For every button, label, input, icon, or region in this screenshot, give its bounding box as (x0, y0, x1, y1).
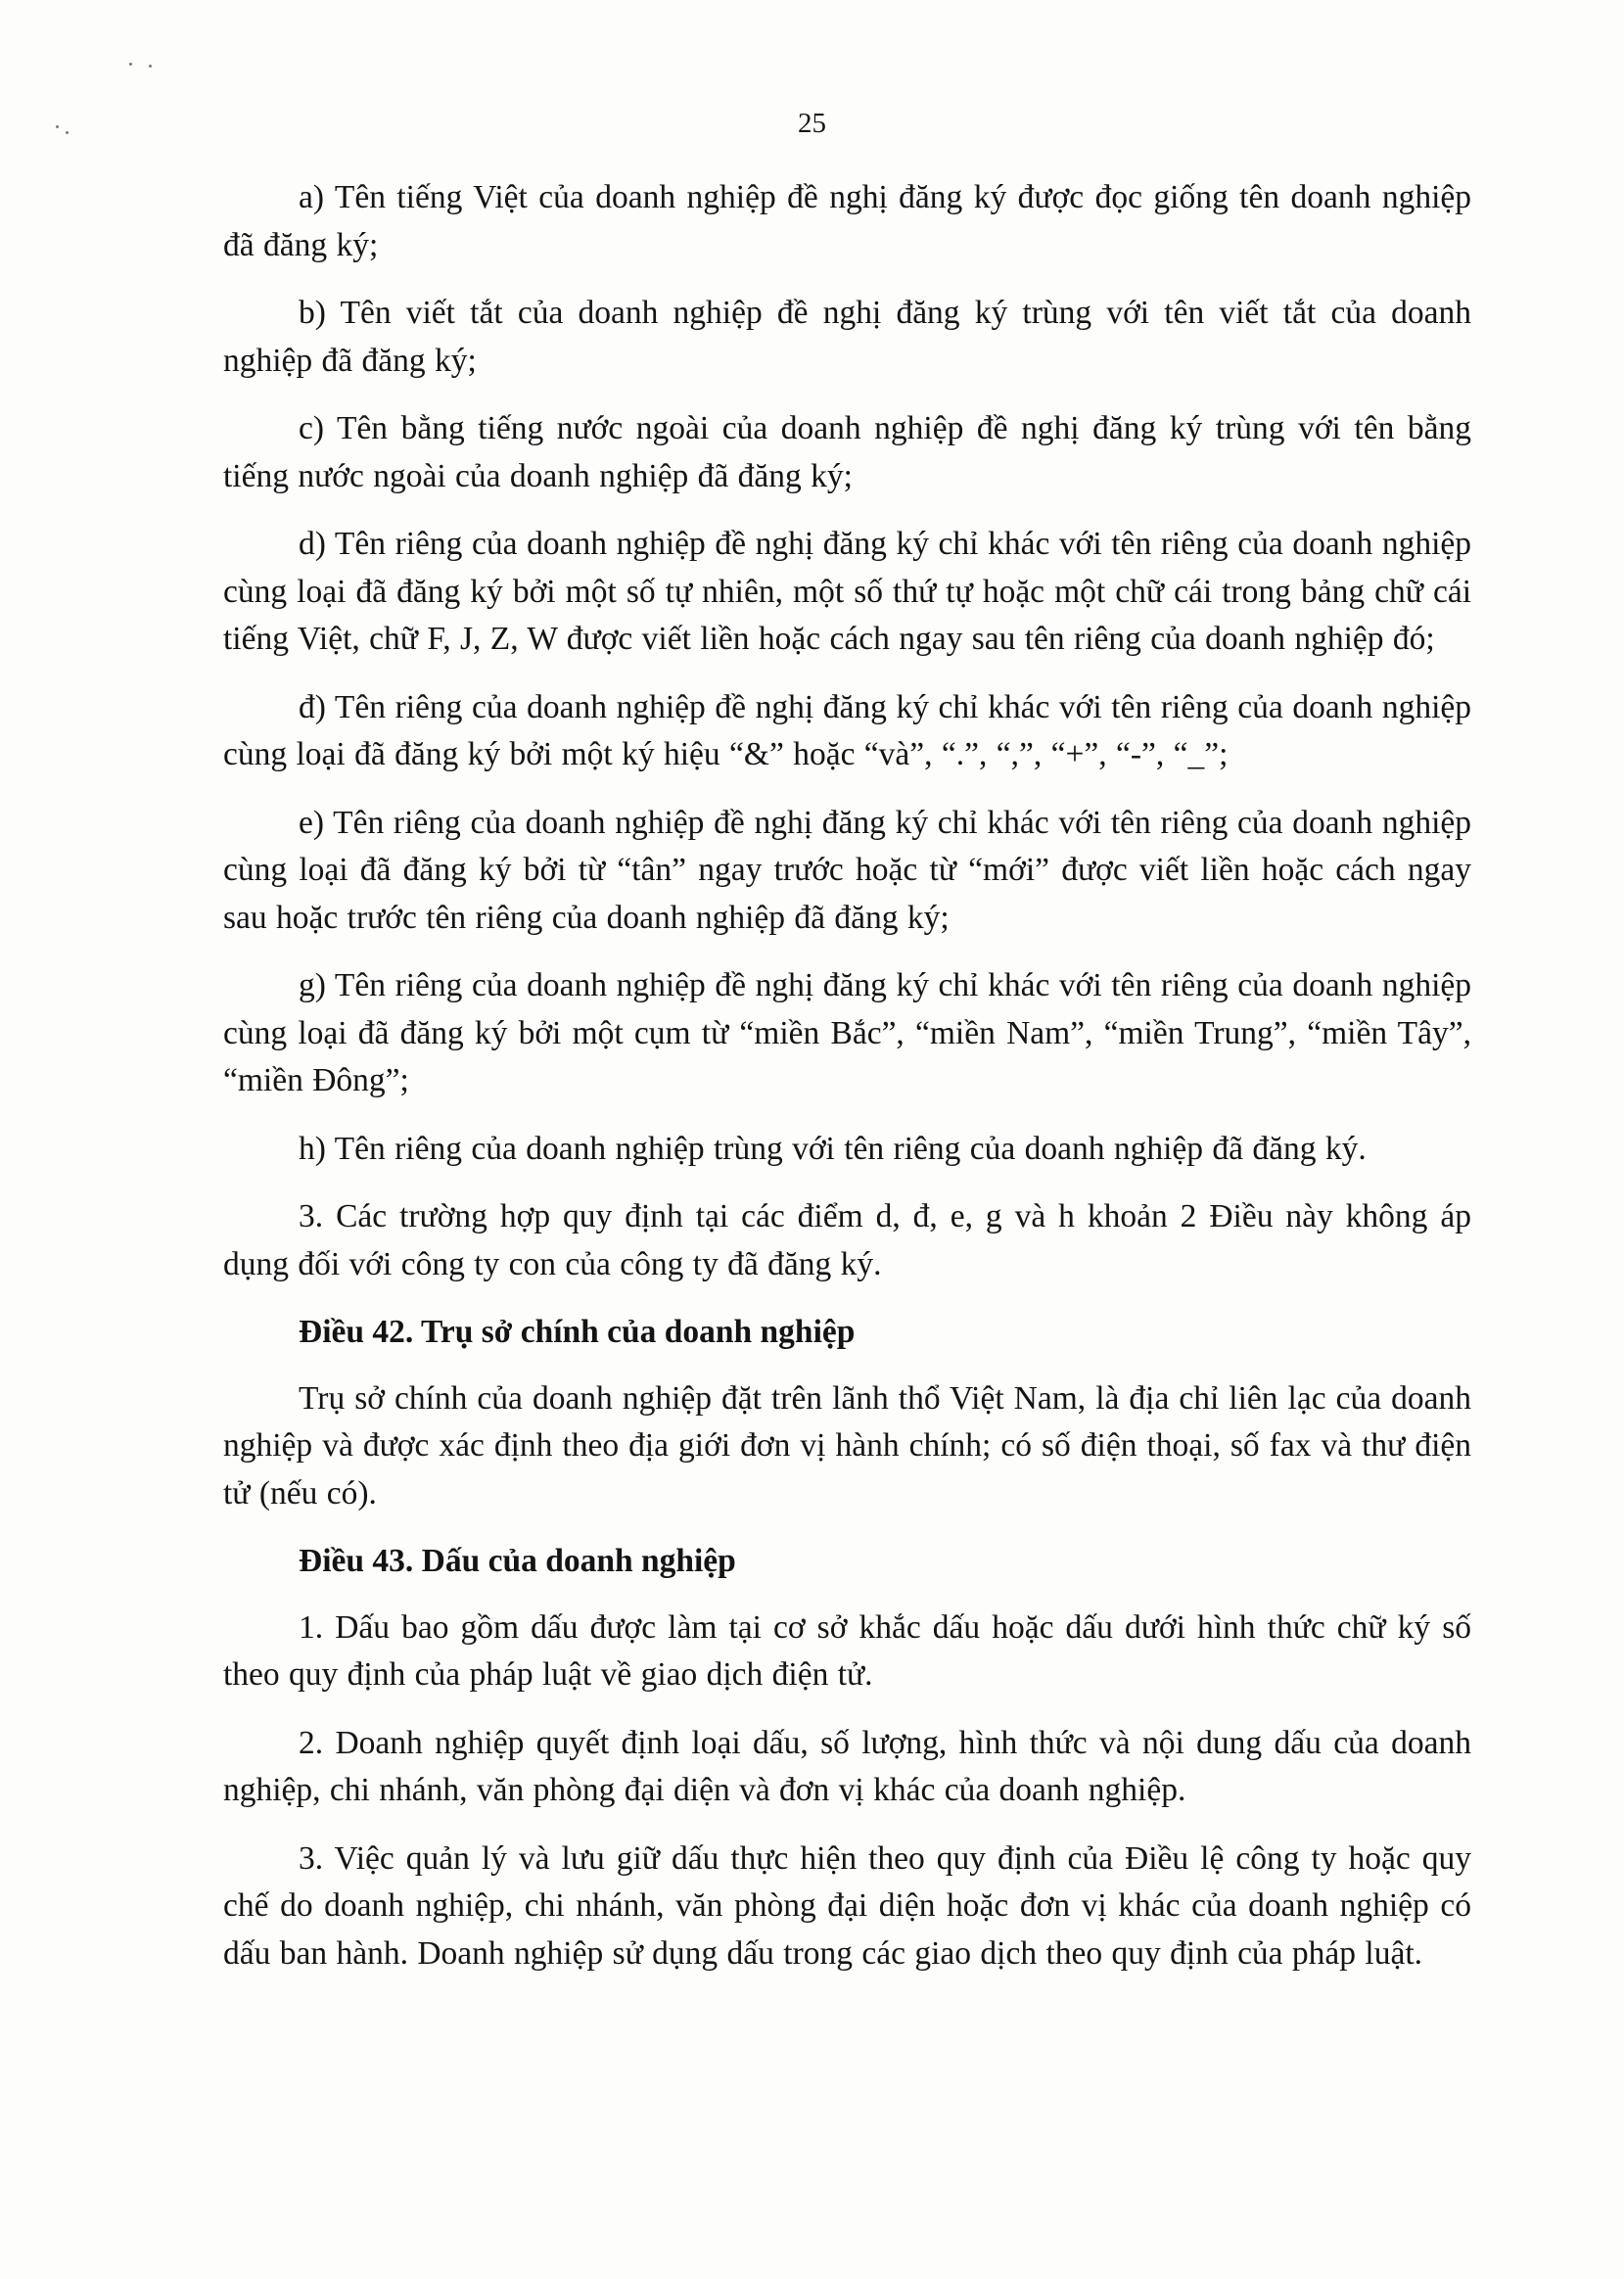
clause-b: b) Tên viết tắt của doanh nghiệp đề nghị đăng ký trùng với tên viết tắt của doanh nghiệp đã đăng ký; (223, 295, 1471, 379)
paragraph-3: 3. Các trường hợp quy định tại các điểm d, đ, e, g và h khoản 2 Điều này không áp dụng đối với công ty con của công ty đã đăng ký. (223, 1198, 1471, 1282)
scan-speck (129, 63, 132, 66)
article-43-item-2: 2. Doanh nghiệp quyết định loại dấu, số lượng, hình thức và nội dung dấu của doanh nghiệp, chi nhánh, văn phòng đại diện và đơn vị khác của doanh nghiệp. (223, 1724, 1471, 1808)
clause-e: e) Tên riêng của doanh nghiệp đề nghị đăng ký chỉ khác với tên riêng của doanh nghiệp cùng loại đã đăng ký bởi từ “tân” ngay trước hoặc từ “mới” được viết liền hoặc cách ngay sau hoặc trước tên riêng của doanh nghiệp đã đăng ký; (223, 804, 1471, 936)
page-number: 25 (798, 108, 826, 139)
clause-a: a) Tên tiếng Việt của doanh nghiệp đề nghị đăng ký được đọc giống tên doanh nghiệp đã đăng ký; (223, 179, 1471, 263)
document-body (223, 174, 1471, 1998)
article-42-heading: Điều 42. Trụ sở chính của doanh nghiệp (299, 1314, 856, 1350)
clause-c: c) Tên bằng tiếng nước ngoài của doanh nghiệp đề nghị đăng ký trùng với tên bằng tiếng nước ngoài của doanh nghiệp đã đăng ký; (223, 410, 1471, 494)
scan-speck (149, 65, 152, 68)
article-42-body: Trụ sở chính của doanh nghiệp đặt trên lãnh thổ Việt Nam, là địa chỉ liên lạc của doanh nghiệp và được xác định theo địa giới đơn vị hành chính; có số điện thoại, số fax và thư điện tử (nếu có). (223, 1379, 1471, 1512)
clause-h: h) Tên riêng của doanh nghiệp trùng với tên riêng của doanh nghiệp đã đăng ký. (299, 1130, 1367, 1167)
clause-g: g) Tên riêng của doanh nghiệp đề nghị đăng ký chỉ khác với tên riêng của doanh nghiệp cùng loại đã đăng ký bởi một cụm từ “miền Bắc”, “miền Nam”, “miền Trung”, “miền Tây”, “miền Đông”; (223, 967, 1471, 1098)
article-43-item-3: 3. Việc quản lý và lưu giữ dấu thực hiện theo quy định của Điều lệ công ty hoặc quy chế do doanh nghiệp, chi nhánh, văn phòng đại diện hoặc đơn vị khác của doanh nghiệp có dấu ban hành. Doanh nghiệp sử dụng dấu trong các giao dịch theo quy định của pháp luật. (223, 1839, 1471, 1972)
clause-d: d) Tên riêng của doanh nghiệp đề nghị đăng ký chỉ khác với tên riêng của doanh nghiệp cùng loại đã đăng ký bởi một số tự nhiên, một số thứ tự hoặc một chữ cái trong bảng chữ cái tiếng Việt, chữ F, J, Z, W được viết liền hoặc cách ngay sau tên riêng của doanh nghiệp đó; (223, 526, 1471, 657)
clause-dd: đ) Tên riêng của doanh nghiệp đề nghị đăng ký chỉ khác với tên riêng của doanh nghiệp cùng loại đã đăng ký bởi một ký hiệu “&” hoặc “và”, “.”, “,”, “+”, “-”, “_”; (223, 688, 1471, 772)
article-43-heading: Điều 43. Dấu của doanh nghiệp (299, 1543, 736, 1579)
article-43-item-1: 1. Dấu bao gồm dấu được làm tại cơ sở khắc dấu hoặc dấu dưới hình thức chữ ký số theo quy định của pháp luật về giao dịch điện tử. (223, 1608, 1471, 1693)
